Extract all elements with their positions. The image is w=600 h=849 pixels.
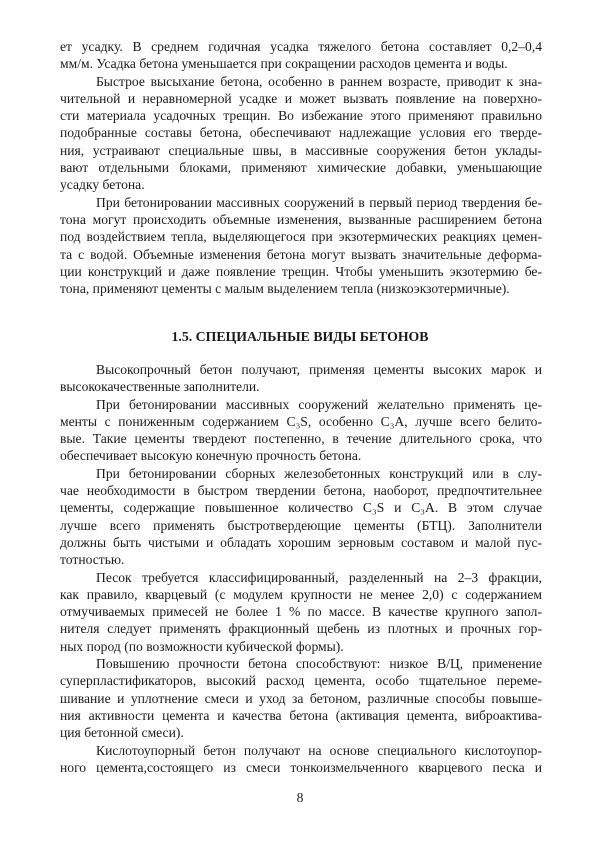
paragraph <box>60 194 542 298</box>
text-line: тона, применяют цементы с малым выделением тепла (низкоэкзотермичные). <box>60 281 510 297</box>
paragraph <box>60 655 542 741</box>
text-line: суперпластификаторов, высокий расход цемента, особо тщательное переме- <box>60 673 542 689</box>
text-line: та с водой. Объемные изменения бетона могут вызвать значительные деформа- <box>60 246 542 262</box>
paragraph <box>60 465 542 569</box>
text-line: усадку бетона. <box>60 177 145 193</box>
text-line: вают отдельными блоками, применяют химические добавки, уменьшающие <box>60 160 542 176</box>
paragraph <box>60 361 542 396</box>
section-heading: 1.5. СПЕЦИАЛЬНЫЕ ВИДЫ БЕТОНОВ <box>171 329 429 344</box>
text-line: ных пород (по возможности кубической формы). <box>60 638 344 654</box>
text-line: чительной и неравномерной усадке и может вызвать появление на поверхно- <box>60 90 542 106</box>
paragraph <box>60 396 542 465</box>
text-line: цементы, содержащие повышенное количество C₃S и C₃A. В этом случае <box>60 500 542 516</box>
paragraph <box>60 73 542 194</box>
text-line: лучше всего применять быстротвердеющие цементы (БТЦ). Заполнители <box>60 517 542 533</box>
text-line: Быстрое высыхание бетона, особенно в раннем возрасте, приводит к зна- <box>96 73 542 89</box>
text-line: под воздействием тепла, выделяющегося при экзотермических реакциях цемен- <box>60 229 542 245</box>
text-line: ция бетонной смеси). <box>60 725 184 741</box>
text-line: подобранные составы бетона, обеспечивают надлежащие условия его тверде- <box>60 125 542 141</box>
text-line: шивание и уплотнение смеси и уход за бетоном, различные способы повыше- <box>60 690 542 706</box>
text-line: Высокопрочный бетон получают, применяя цементы высоких марок и <box>96 362 542 377</box>
paragraph <box>60 38 542 73</box>
text-line: нителя следует применять фракционный щебень из плотных и прочных гор- <box>60 621 542 637</box>
body-text-before-heading <box>60 38 542 297</box>
text-line: отмучиваемых примесей не более 1 % по массе. В качестве крупного запол- <box>60 604 542 620</box>
text-line: При бетонировании массивных сооружений желательно применять це- <box>96 396 542 412</box>
body-text-special-concretes <box>60 361 542 776</box>
text-line: вые. Такие цементы твердеют постепенно, в течение длительного срока, что <box>60 431 542 447</box>
text-line: обеспечивает высокую конечную прочность бетона. <box>60 448 362 464</box>
text-line: При бетонировании сборных железобетонных конструкций или в слу- <box>96 465 542 481</box>
text-line: тотностью. <box>60 552 125 568</box>
text-line: Повышению прочности бетона способствуют: низкое В/Ц, применение <box>96 656 542 672</box>
text-line: мм/м. Усадка бетона уменьшается при сокращении расходов цемента и воды. <box>60 56 508 72</box>
text-line: Песок требуется классифицированный, разделенный на 2–3 фракции, <box>96 569 542 585</box>
text-line: должны быть чистыми и обладать хорошим зерновым составом и малой пус- <box>60 534 542 550</box>
text-line: ет усадку. В среднем годичная усадка тяжелого бетона составляет 0,2–0,4 <box>60 39 542 54</box>
text-line: тона могут происходить объемные изменения, вызванные расширением бетона <box>60 211 542 227</box>
text-line: ния активности цемента и качества бетона (активация цемента, виброактива- <box>60 707 542 723</box>
text-line: чае необходимости в быстром твердении бетона, наоборот, предпочтительнее <box>60 483 542 499</box>
text-line: менты с пониженным содержанием C₃S, особенно C₃A, лучше всего белито- <box>60 413 542 429</box>
text-line: высококачественные заполнители. <box>60 379 260 395</box>
text-line: При бетонировании массивных сооружений в первый период твердения бе- <box>96 194 542 210</box>
paragraph <box>60 569 542 655</box>
text-line: сти материала усадочных трещин. Во избежание этого применяют правильно <box>60 108 542 124</box>
text-line: ции конструкций и даже появление трещин. Чтобы уменьшить экзотермию бе- <box>60 263 542 279</box>
text-line: как правило, кварцевый (с модулем крупности не менее 2,0) с содержанием <box>60 586 542 602</box>
text-line: ния, устраивают специальные швы, в массивные сооружения бетон уклады- <box>60 142 542 158</box>
paragraph <box>60 742 542 777</box>
text-line: Кислотоупорный бетон получают на основе специального кислотоупор- <box>96 742 542 758</box>
text-line: ного цемента,состоящего из смеси тонкоизмельченного кварцевого песка и <box>60 759 542 775</box>
page-number: 8 <box>296 790 304 805</box>
